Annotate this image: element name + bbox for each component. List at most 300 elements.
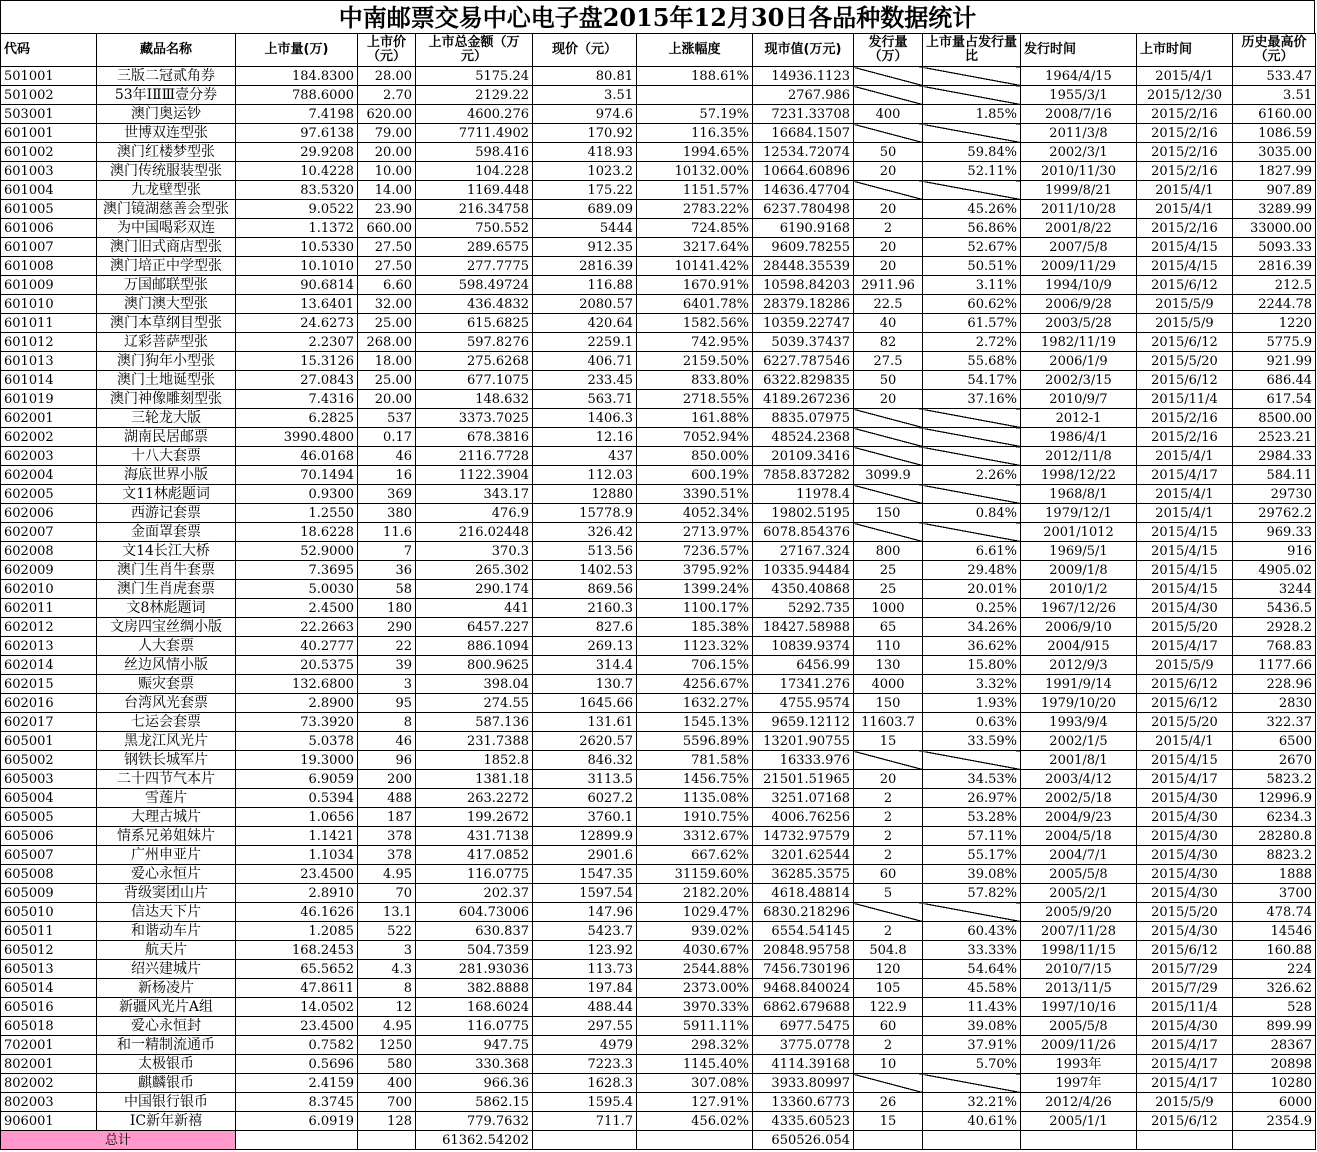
- table-cell: 4618.48814: [753, 884, 854, 903]
- table-cell: 70.1494: [236, 466, 358, 485]
- table-cell: 32.00: [358, 295, 416, 314]
- table-cell: 十八大套票: [97, 447, 236, 466]
- table-cell: 1968/8/1: [1021, 485, 1137, 504]
- table-cell: 2011/10/28: [1021, 200, 1137, 219]
- table-cell: 382.8888: [416, 979, 533, 998]
- table-cell: 1597.54: [533, 884, 637, 903]
- table-cell: 289.6575: [416, 238, 533, 257]
- table-cell: 60: [854, 1017, 923, 1036]
- table-cell: 澳门神像雕刻型张: [97, 390, 236, 409]
- table-cell: 17341.276: [753, 675, 854, 694]
- table-cell: 5775.9: [1233, 333, 1316, 352]
- table-cell: 26: [854, 1093, 923, 1112]
- table-cell: 54.17%: [923, 371, 1021, 390]
- diagonal-empty-cell: [923, 181, 1021, 200]
- table-cell: 2620.57: [533, 732, 637, 751]
- table-cell: 16684.1507: [753, 124, 854, 143]
- table-row: [1, 1055, 1316, 1074]
- table-cell: 5823.2: [1233, 770, 1316, 789]
- table-cell: [236, 1131, 358, 1150]
- table-cell: 台湾风光套票: [97, 694, 236, 713]
- table-cell: 1998/12/22: [1021, 466, 1137, 485]
- table-cell: 20: [854, 162, 923, 181]
- diagonal-empty-cell: [923, 751, 1021, 770]
- table-cell: 2: [854, 922, 923, 941]
- diagonal-empty-cell: [854, 181, 923, 200]
- table-cell: 6.61%: [923, 542, 1021, 561]
- table-cell: 724.85%: [637, 219, 753, 238]
- table-cell: 40: [854, 314, 923, 333]
- table-cell: 1993年: [1021, 1055, 1137, 1074]
- table-cell: 2005/5/8: [1021, 865, 1137, 884]
- table-cell: 2015/4/17: [1137, 466, 1233, 485]
- table-cell: 6401.78%: [637, 295, 753, 314]
- table-cell: 2015/4/1: [1137, 200, 1233, 219]
- table-cell: 信达天下片: [97, 903, 236, 922]
- table-row: [1, 124, 1316, 143]
- table-cell: 869.56: [533, 580, 637, 599]
- table-cell: 2015/5/9: [1137, 1093, 1233, 1112]
- table-row: [1, 86, 1316, 105]
- table-cell: 0.5394: [236, 789, 358, 808]
- table-cell: 1177.66: [1233, 656, 1316, 675]
- table-cell: 28280.8: [1233, 827, 1316, 846]
- table-cell: 1888: [1233, 865, 1316, 884]
- table-cell: 1632.27%: [637, 694, 753, 713]
- table-cell: 584.11: [1233, 466, 1316, 485]
- table-cell: 海底世界小版: [97, 466, 236, 485]
- total-row: [1, 1131, 1316, 1150]
- table-cell: 50: [854, 143, 923, 162]
- table-cell: 605001: [1, 732, 97, 751]
- table-cell: 31159.60%: [637, 865, 753, 884]
- table-cell: 2116.7728: [416, 447, 533, 466]
- table-cell: 1910.75%: [637, 808, 753, 827]
- table-cell: 185.38%: [637, 618, 753, 637]
- table-cell: 1402.53: [533, 561, 637, 580]
- table-cell: 4256.67%: [637, 675, 753, 694]
- table-cell: 文11林彪题词: [97, 485, 236, 504]
- table-cell: [923, 1131, 1021, 1150]
- diagonal-empty-cell: [854, 751, 923, 770]
- table-cell: 281.93036: [416, 960, 533, 979]
- table-cell: 7052.94%: [637, 428, 753, 447]
- table-cell: 2015/4/15: [1137, 523, 1233, 542]
- table-cell: 2015/11/4: [1137, 390, 1233, 409]
- table-cell: 13360.6773: [753, 1093, 854, 1112]
- table-cell: 2004/915: [1021, 637, 1137, 656]
- table-cell: 澳门红楼梦型张: [97, 143, 236, 162]
- table-cell: 8500.00: [1233, 409, 1316, 428]
- table-cell: 爱心永恒封: [97, 1017, 236, 1036]
- table-cell: 602002: [1, 428, 97, 447]
- table-cell: 886.1094: [416, 637, 533, 656]
- diagonal-empty-cell: [923, 124, 1021, 143]
- table-cell: 6322.829835: [753, 371, 854, 390]
- table-cell: 2015/4/30: [1137, 1017, 1233, 1036]
- table-cell: 2544.88%: [637, 960, 753, 979]
- table-cell: 6190.9168: [753, 219, 854, 238]
- table-cell: 120: [854, 960, 923, 979]
- table-cell: 28.00: [358, 67, 416, 86]
- table-row: [1, 257, 1316, 276]
- table-cell: 6456.99: [753, 656, 854, 675]
- table-cell: 14.0502: [236, 998, 358, 1017]
- table-cell: 36.62%: [923, 637, 1021, 656]
- table-cell: 441: [416, 599, 533, 618]
- table-row: [1, 219, 1316, 238]
- table-cell: 37.16%: [923, 390, 1021, 409]
- table-cell: 10.00: [358, 162, 416, 181]
- table-cell: 二十四节气本片: [97, 770, 236, 789]
- table-cell: 2816.39: [1233, 257, 1316, 276]
- table-cell: 2015/5/20: [1137, 713, 1233, 732]
- table-cell: 2015/4/1: [1137, 447, 1233, 466]
- table-cell: 七运会套票: [97, 713, 236, 732]
- table-cell: 168.2453: [236, 941, 358, 960]
- table-cell: 2007/11/28: [1021, 922, 1137, 941]
- table-cell: 11.43%: [923, 998, 1021, 1017]
- table-cell: 478.74: [1233, 903, 1316, 922]
- table-row: [1, 333, 1316, 352]
- table-cell: 80.81: [533, 67, 637, 86]
- table-cell: 116.88: [533, 276, 637, 295]
- table-cell: 34.53%: [923, 770, 1021, 789]
- table-cell: 127.91%: [637, 1093, 753, 1112]
- table-cell: 太极银币: [97, 1055, 236, 1074]
- table-cell: 12996.9: [1233, 789, 1316, 808]
- table-cell: 380: [358, 504, 416, 523]
- table-cell: 620.00: [358, 105, 416, 124]
- table-cell: 50.51%: [923, 257, 1021, 276]
- table-cell: 2015/4/17: [1137, 1036, 1233, 1055]
- table-cell: 大理古城片: [97, 808, 236, 827]
- table-cell: 4030.67%: [637, 941, 753, 960]
- table-cell: 25.00: [358, 371, 416, 390]
- table-cell: 456.02%: [637, 1112, 753, 1131]
- table-cell: 2003/5/28: [1021, 314, 1137, 333]
- table-cell: 人大套票: [97, 637, 236, 656]
- table-cell: 8823.2: [1233, 846, 1316, 865]
- table-cell: 57.19%: [637, 105, 753, 124]
- table-cell: 29.48%: [923, 561, 1021, 580]
- table-cell: 46: [358, 732, 416, 751]
- table-cell: 711.7: [533, 1112, 637, 1131]
- diagonal-empty-cell: [923, 485, 1021, 504]
- table-cell: 10.4228: [236, 162, 358, 181]
- table-cell: 1381.18: [416, 770, 533, 789]
- table-cell: 20: [854, 200, 923, 219]
- table-cell: 2015/4/15: [1137, 751, 1233, 770]
- table-cell: 147.96: [533, 903, 637, 922]
- table-cell: 59.84%: [923, 143, 1021, 162]
- table-cell: 2015/4/1: [1137, 504, 1233, 523]
- table-cell: 150: [854, 694, 923, 713]
- table-cell: 和谐动车片: [97, 922, 236, 941]
- table-cell: 1250: [358, 1036, 416, 1055]
- table-cell: 2015/5/20: [1137, 903, 1233, 922]
- table-cell: 2013/11/5: [1021, 979, 1137, 998]
- table-cell: 6500: [1233, 732, 1316, 751]
- table-cell: 3244: [1233, 580, 1316, 599]
- table-cell: 2159.50%: [637, 352, 753, 371]
- table-cell: 2160.3: [533, 599, 637, 618]
- table-cell: 601019: [1, 390, 97, 409]
- table-cell: 6160.00: [1233, 105, 1316, 124]
- diagonal-empty-cell: [854, 409, 923, 428]
- table-cell: 40.2777: [236, 637, 358, 656]
- table-row: [1, 694, 1316, 713]
- table-row: [1, 675, 1316, 694]
- header-listed-amount: 上市总金额（万元）: [416, 34, 533, 67]
- table-cell: 268.00: [358, 333, 416, 352]
- table-cell: 216.34758: [416, 200, 533, 219]
- table-cell: 1023.2: [533, 162, 637, 181]
- table-cell: 275.6268: [416, 352, 533, 371]
- table-cell: 263.2272: [416, 789, 533, 808]
- table-cell: 2718.55%: [637, 390, 753, 409]
- table-cell: 96: [358, 751, 416, 770]
- table-row: [1, 162, 1316, 181]
- table-cell: 10141.42%: [637, 257, 753, 276]
- table-cell: 22: [358, 637, 416, 656]
- table-cell: [1137, 1131, 1233, 1150]
- table-cell: 2015/4/15: [1137, 561, 1233, 580]
- table-cell: 9.0522: [236, 200, 358, 219]
- table-cell: 601003: [1, 162, 97, 181]
- table-cell: 2015/4/15: [1137, 542, 1233, 561]
- table-cell: 2373.00%: [637, 979, 753, 998]
- diagonal-empty-cell: [923, 428, 1021, 447]
- table-cell: 667.62%: [637, 846, 753, 865]
- table-cell: 4350.40868: [753, 580, 854, 599]
- table-cell: 55.17%: [923, 846, 1021, 865]
- table-cell: 7.3695: [236, 561, 358, 580]
- table-cell: 26.97%: [923, 789, 1021, 808]
- table-cell: 25: [854, 580, 923, 599]
- table-cell: 1220: [1233, 314, 1316, 333]
- table-cell: 3.32%: [923, 675, 1021, 694]
- table-cell: 231.7388: [416, 732, 533, 751]
- table-cell: 2129.22: [416, 86, 533, 105]
- table-cell: 2015/4/1: [1137, 485, 1233, 504]
- table-cell: 4006.76256: [753, 808, 854, 827]
- table-cell: 400: [854, 105, 923, 124]
- table-cell: 2: [854, 1036, 923, 1055]
- table-cell: 899.99: [1233, 1017, 1316, 1036]
- table-cell: 麒麟银币: [97, 1074, 236, 1093]
- table-cell: 2713.97%: [637, 523, 753, 542]
- table-cell: 7236.57%: [637, 542, 753, 561]
- table-cell: 3373.7025: [416, 409, 533, 428]
- table-cell: 150: [854, 504, 923, 523]
- table-cell: 2.4159: [236, 1074, 358, 1093]
- table-cell: 三版二冠贰角券: [97, 67, 236, 86]
- table-cell: 2003/4/12: [1021, 770, 1137, 789]
- table-cell: 906001: [1, 1112, 97, 1131]
- table-cell: 12899.9: [533, 827, 637, 846]
- table-cell: 2015/4/17: [1137, 637, 1233, 656]
- table-cell: 33.33%: [923, 941, 1021, 960]
- table-cell: 2002/5/18: [1021, 789, 1137, 808]
- table-cell: 265.302: [416, 561, 533, 580]
- table-cell: 52.9000: [236, 542, 358, 561]
- table-cell: 7.4316: [236, 390, 358, 409]
- table-cell: [637, 1131, 753, 1150]
- table-cell: 60: [854, 865, 923, 884]
- table-cell: 61.57%: [923, 314, 1021, 333]
- table-cell: 615.6825: [416, 314, 533, 333]
- table-cell: 0.17: [358, 428, 416, 447]
- table-cell: 116.0775: [416, 865, 533, 884]
- table-cell: 601011: [1, 314, 97, 333]
- table-cell: 3990.4800: [236, 428, 358, 447]
- table-cell: 602003: [1, 447, 97, 466]
- table-cell: 779.7632: [416, 1112, 533, 1131]
- table-cell: 2015/4/15: [1137, 257, 1233, 276]
- header-issue-qty: 发行量（万）: [854, 34, 923, 67]
- header-rise: 上涨幅度: [637, 34, 753, 67]
- table-cell: 15.3126: [236, 352, 358, 371]
- table-cell: 2015/4/30: [1137, 808, 1233, 827]
- table-cell: 1582.56%: [637, 314, 753, 333]
- table-cell: 188.61%: [637, 67, 753, 86]
- table-cell: 2010/11/30: [1021, 162, 1137, 181]
- table-cell: 602014: [1, 656, 97, 675]
- table-cell: 212.5: [1233, 276, 1316, 295]
- table-cell: 1086.59: [1233, 124, 1316, 143]
- table-cell: 83.5320: [236, 181, 358, 200]
- total-amount: 61362.54202: [416, 1131, 533, 1150]
- table-cell: 9659.12112: [753, 713, 854, 732]
- header-listing-date: 上市时间: [1137, 34, 1233, 67]
- table-row: [1, 656, 1316, 675]
- table-cell: 14636.47704: [753, 181, 854, 200]
- table-cell: 82: [854, 333, 923, 352]
- table-cell: 3795.92%: [637, 561, 753, 580]
- table-cell: 1595.4: [533, 1093, 637, 1112]
- table-cell: 50: [854, 371, 923, 390]
- table-cell: 25: [854, 561, 923, 580]
- table-cell: 1169.448: [416, 181, 533, 200]
- table-cell: 丝边风情小版: [97, 656, 236, 675]
- table-cell: 65.5652: [236, 960, 358, 979]
- table-cell: 297.55: [533, 1017, 637, 1036]
- table-cell: 601002: [1, 143, 97, 162]
- table-cell: 602001: [1, 409, 97, 428]
- table-cell: 3.11%: [923, 276, 1021, 295]
- table-cell: 378: [358, 846, 416, 865]
- table-cell: 907.89: [1233, 181, 1316, 200]
- table-cell: 6554.54145: [753, 922, 854, 941]
- diagonal-empty-cell: [854, 447, 923, 466]
- table-cell: 200: [358, 770, 416, 789]
- table-cell: 601007: [1, 238, 97, 257]
- table-cell: 3.51: [533, 86, 637, 105]
- diagonal-empty-cell: [923, 1074, 1021, 1093]
- table-cell: 73.3920: [236, 713, 358, 732]
- table-cell: 2: [854, 827, 923, 846]
- table-cell: 1628.3: [533, 1074, 637, 1093]
- table-row: [1, 770, 1316, 789]
- table-cell: 1.2085: [236, 922, 358, 941]
- table-cell: 2: [854, 846, 923, 865]
- table-cell: 19802.5195: [753, 504, 854, 523]
- table-cell: 563.71: [533, 390, 637, 409]
- table-cell: 13201.90755: [753, 732, 854, 751]
- table-cell: 10839.9374: [753, 637, 854, 656]
- table-cell: 60.62%: [923, 295, 1021, 314]
- table-cell: 20: [854, 238, 923, 257]
- table-cell: 2015/5/9: [1137, 295, 1233, 314]
- table-row: [1, 903, 1316, 922]
- table-body: [1, 67, 1316, 1150]
- table-cell: 602009: [1, 561, 97, 580]
- table-cell: 601010: [1, 295, 97, 314]
- table-row: [1, 447, 1316, 466]
- table-cell: 2002/3/1: [1021, 143, 1137, 162]
- table-cell: 369: [358, 485, 416, 504]
- table-cell: 2002/3/15: [1021, 371, 1137, 390]
- table-cell: 11603.7: [854, 713, 923, 732]
- table-cell: 597.8276: [416, 333, 533, 352]
- table-row: [1, 713, 1316, 732]
- table-cell: 2015/6/12: [1137, 276, 1233, 295]
- table-cell: 199.2672: [416, 808, 533, 827]
- table-cell: 3035.00: [1233, 143, 1316, 162]
- table-cell: 黑龙江风光片: [97, 732, 236, 751]
- table-cell: 537: [358, 409, 416, 428]
- table-cell: 2015/4/30: [1137, 846, 1233, 865]
- table-cell: 1979/12/1: [1021, 504, 1137, 523]
- table-row: [1, 846, 1316, 865]
- table-cell: 2015/4/30: [1137, 884, 1233, 903]
- table-cell: 27.50: [358, 257, 416, 276]
- table-cell: 2182.20%: [637, 884, 753, 903]
- table-cell: 326.42: [533, 523, 637, 542]
- table-cell: 269.13: [533, 637, 637, 656]
- table-cell: 2011/3/8: [1021, 124, 1137, 143]
- table-cell: 45.58%: [923, 979, 1021, 998]
- table-cell: 1.0656: [236, 808, 358, 827]
- table-row: [1, 732, 1316, 751]
- table-cell: 22.5: [854, 295, 923, 314]
- table-cell: 2015/4/15: [1137, 580, 1233, 599]
- table-cell: 601008: [1, 257, 97, 276]
- table-cell: 161.88%: [637, 409, 753, 428]
- table-cell: 12880: [533, 485, 637, 504]
- table-cell: 5911.11%: [637, 1017, 753, 1036]
- table-cell: 新疆风光片A组: [97, 998, 236, 1017]
- table-cell: 2005/5/8: [1021, 1017, 1137, 1036]
- table-cell: 2767.986: [753, 86, 854, 105]
- table-cell: 2783.22%: [637, 200, 753, 219]
- table-cell: 28448.35539: [753, 257, 854, 276]
- table-cell: 3: [358, 675, 416, 694]
- table-cell: 绍兴建城片: [97, 960, 236, 979]
- table-cell: 6027.2: [533, 789, 637, 808]
- table-cell: 587.136: [416, 713, 533, 732]
- table-cell: 2523.21: [1233, 428, 1316, 447]
- table-cell: 6830.218296: [753, 903, 854, 922]
- table-cell: 16333.976: [753, 751, 854, 770]
- table-cell: 20.5375: [236, 656, 358, 675]
- table-cell: 澳门土地诞型张: [97, 371, 236, 390]
- table-cell: 2015/7/29: [1137, 960, 1233, 979]
- table-cell: 781.58%: [637, 751, 753, 770]
- table-cell: 6078.854376: [753, 523, 854, 542]
- table-cell: 20: [854, 770, 923, 789]
